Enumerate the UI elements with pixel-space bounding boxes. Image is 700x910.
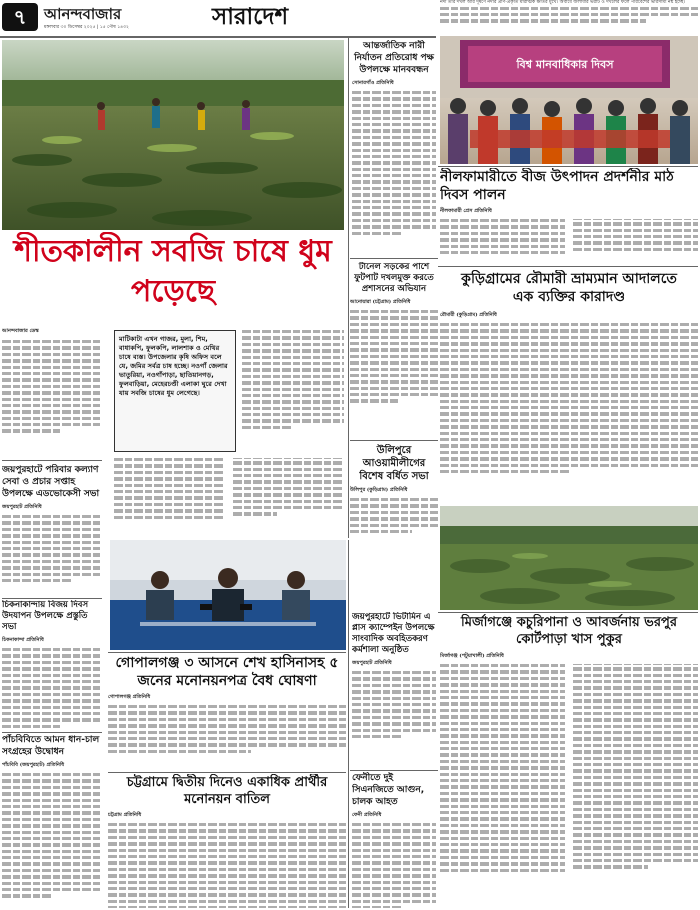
- pond-scene: [440, 506, 698, 610]
- feni-article: ফেনীতে দুই সিএনজিতে আগুন, চালক আহত ফেনী প্রতিনিধি: [352, 772, 436, 908]
- kurigram-title: কুড়িগ্রামের রৌমারী ভ্রাম্যমান আদালতে এক ব্যক্তির কারাদণ্ড: [461, 271, 677, 305]
- lead-body-right: [242, 330, 344, 456]
- gopalganj-article: গোপালগঞ্জ ৩ আসনে শেখ হাসিনাসহ ৫ জনের মনোনয়নপত্র বৈধ ঘোষণা গোপালগঞ্জ প্রতিনিধি: [108, 654, 346, 770]
- rally-banner-text: বিশ্ব মানবাধিকার দিবস: [516, 58, 614, 71]
- lead-callout: [114, 330, 236, 452]
- press-conference-photo: [110, 540, 346, 650]
- lead-headline: শীতকালীন সবজি চাষে ধুম পড়েছে: [14, 234, 332, 309]
- vegetable-field-photo: [2, 40, 344, 230]
- lead-headline-box: [2, 232, 344, 324]
- jaipurhat-family-article: জয়পুরহাটে পরিবার কল্যাণ সেবা ও প্রচার সপ্তাহ উপলক্ষে এডভোকেসী সভা জয়পুরহাট প্রতিনিধি: [2, 464, 102, 596]
- lead-body-bottom: [114, 458, 344, 530]
- vitamin-article: জয়পুরহাটে ভিটামিন এ প্লাস ক্যাম্পেইন উপলক্ষে সাংবাদিক অবহিতকরণ কর্মশালা অনুষ্ঠিত জয়পুরহাট প্রতিনিধি: [352, 612, 436, 768]
- chiknakanda-title: চিকনাকান্দায় বিজয় দিবস উদযাপন উপলক্ষে প্রস্তুতি সভা: [2, 600, 89, 632]
- rally-photo: [440, 36, 698, 164]
- tunnel-article: টানেল সড়কের পাশে ফুটপাট দখলমুক্ত করতে প্রশাসনের অভিযান আনোয়ারা (চট্টগ্রাম) প্রতিনিধি: [350, 262, 438, 438]
- nilphamari-title: নীলফামারীতে বীজ উৎপাদন প্রদর্শনীর মাঠ দিবস পালন: [440, 169, 674, 203]
- top-right-article: নদী তীর দখল আর দূষণে নদীর প্রাণ-প্রকৃতি মারাত্মক ক্ষতির মুখে। অবাধে জলাধার ভরাট ও দখলের ফলে পরিবেশের ভারসাম্য নষ্ট হচ্ছে।: [440, 0, 698, 34]
- nilphamari-article: নীলফামারীতে বীজ উৎপাদন প্রদর্শনীর মাঠ দিবস পালন নীলফামারী প্রেস প্রতিনিধি: [440, 168, 698, 264]
- field-scene: [2, 40, 344, 230]
- feni-title: ফেনীতে দুই সিএনজিতে আগুন, চালক আহত: [352, 773, 425, 807]
- pond-photo: [440, 506, 698, 610]
- humanrights-title: আন্তর্জাতিক নারী নির্যাতন প্রতিরোধ পক্ষ উপলক্ষে মানববন্ধন: [354, 41, 434, 75]
- ulipur-article: উলিপুরে আওয়ামীলীগের বিশেষ বর্ধিত সভা উলিপুর (কুড়িগ্রাম) প্রতিনিধি: [350, 444, 438, 540]
- lead-callout-text: মাটিকাটা এখন গাজর, মুলা, শিম, বাধাকপি, ফুলকপি, লালশাক ও মেথির চাষে ব্যস্ত। উপজেলার কৃষি অফিস বলে যে, জমির সর্বত্র চাষ হচ্ছে। নওগাঁ জেলার ভাতুরিয়া, নওগাঁপাড়া, ছাতিয়ানগড়, ফুলবাড়িয়া, মেহেরচণ্ডী এলাকা ঘুরে দেখা যায় সবজি চাষের ধুম লেগেছে।: [119, 335, 228, 397]
- paper-logo: আনন্দবাজার: [44, 5, 122, 23]
- page-number: ৭: [2, 3, 38, 31]
- mirzaganj-article: মির্জাগঞ্জে কচুরিপানা ও আবর্জনায় ভরপুর কোর্টপাড়া খাস পুকুর মির্জাগঞ্জ (পটুয়াখালী) প্রতিনিধি: [440, 614, 698, 908]
- date-line: মঙ্গলবার ৩০ ডিসেম্বর ২০২৫ | ১৫ পৌষ ১৪৩২: [44, 25, 129, 30]
- mirzaganj-title: মির্জাগঞ্জে কচুরিপানা ও আবর্জনায় ভরপুর কোর্টপাড়া খাস পুকুর: [461, 615, 677, 647]
- masthead: [0, 0, 436, 34]
- section-title: সারাদেশ: [212, 4, 289, 30]
- pachbibi-title: পাঁচবিবিতে আমন ধান-চাল সংগ্রহের উদ্বোধন: [2, 735, 100, 757]
- rally-photo-scene: [440, 36, 698, 164]
- ulipur-title: উলিপুরে আওয়ামীলীগের বিশেষ বর্ধিত সভা: [359, 445, 429, 482]
- vitamin-title: জয়পুরহাটে ভিটামিন এ প্লাস ক্যাম্পেইন উপলক্ষে সাংবাদিক অবহিতকরণ কর্মশালা অনুষ্ঠিত: [352, 612, 435, 655]
- tunnel-title: টানেল সড়কের পাশে ফুটপাট দখলমুক্ত করতে প্রশাসনের অভিযান: [354, 262, 434, 294]
- humanrights-article: আন্তর্জাতিক নারী নির্যাতন প্রতিরোধ পক্ষ উপলক্ষে মানববন্ধন সোনারগাঁও প্রতিনিধি: [352, 40, 436, 254]
- pachbibi-article: পাঁচবিবিতে আমন ধান-চাল সংগ্রহের উদ্বোধন পাঁচবিবি (জয়পুরহাট) প্রতিনিধি: [2, 734, 102, 908]
- lead-body-left: আনন্দবাজার ডেস্ক: [2, 328, 102, 456]
- kurigram-article: কুড়িগ্রামের রৌমারী ভ্রাম্যমান আদালতে এক ব্যক্তির কারাদণ্ড রৌমারী (কুড়িগ্রাম) প্রতিনিধি: [440, 270, 698, 504]
- jaipurhat-family-title: জয়পুরহাটে পরিবার কল্যাণ সেবা ও প্রচার সপ্তাহ উপলক্ষে এডভোকেসী সভা: [2, 465, 100, 499]
- press-conference-scene: [110, 540, 346, 650]
- chittagong-article: চট্টগ্রামে দ্বিতীয় দিনেও একাধিক প্রার্থীর মনোনয়ন বাতিল চট্টগ্রাম প্রতিনিধি: [108, 774, 346, 908]
- gopalganj-title: গোপালগঞ্জ ৩ আসনে শেখ হাসিনাসহ ৫ জনের মনোনয়নপত্র বৈধ ঘোষণা: [115, 655, 339, 689]
- chiknakanda-article: চিকনাকান্দায় বিজয় দিবস উদযাপন উপলক্ষে প্রস্তুতি সভা চিকনাকান্দা প্রতিনিধি: [2, 600, 102, 730]
- chittagong-title: চট্টগ্রামে দ্বিতীয় দিনেও একাধিক প্রার্থীর মনোনয়ন বাতিল: [126, 775, 328, 807]
